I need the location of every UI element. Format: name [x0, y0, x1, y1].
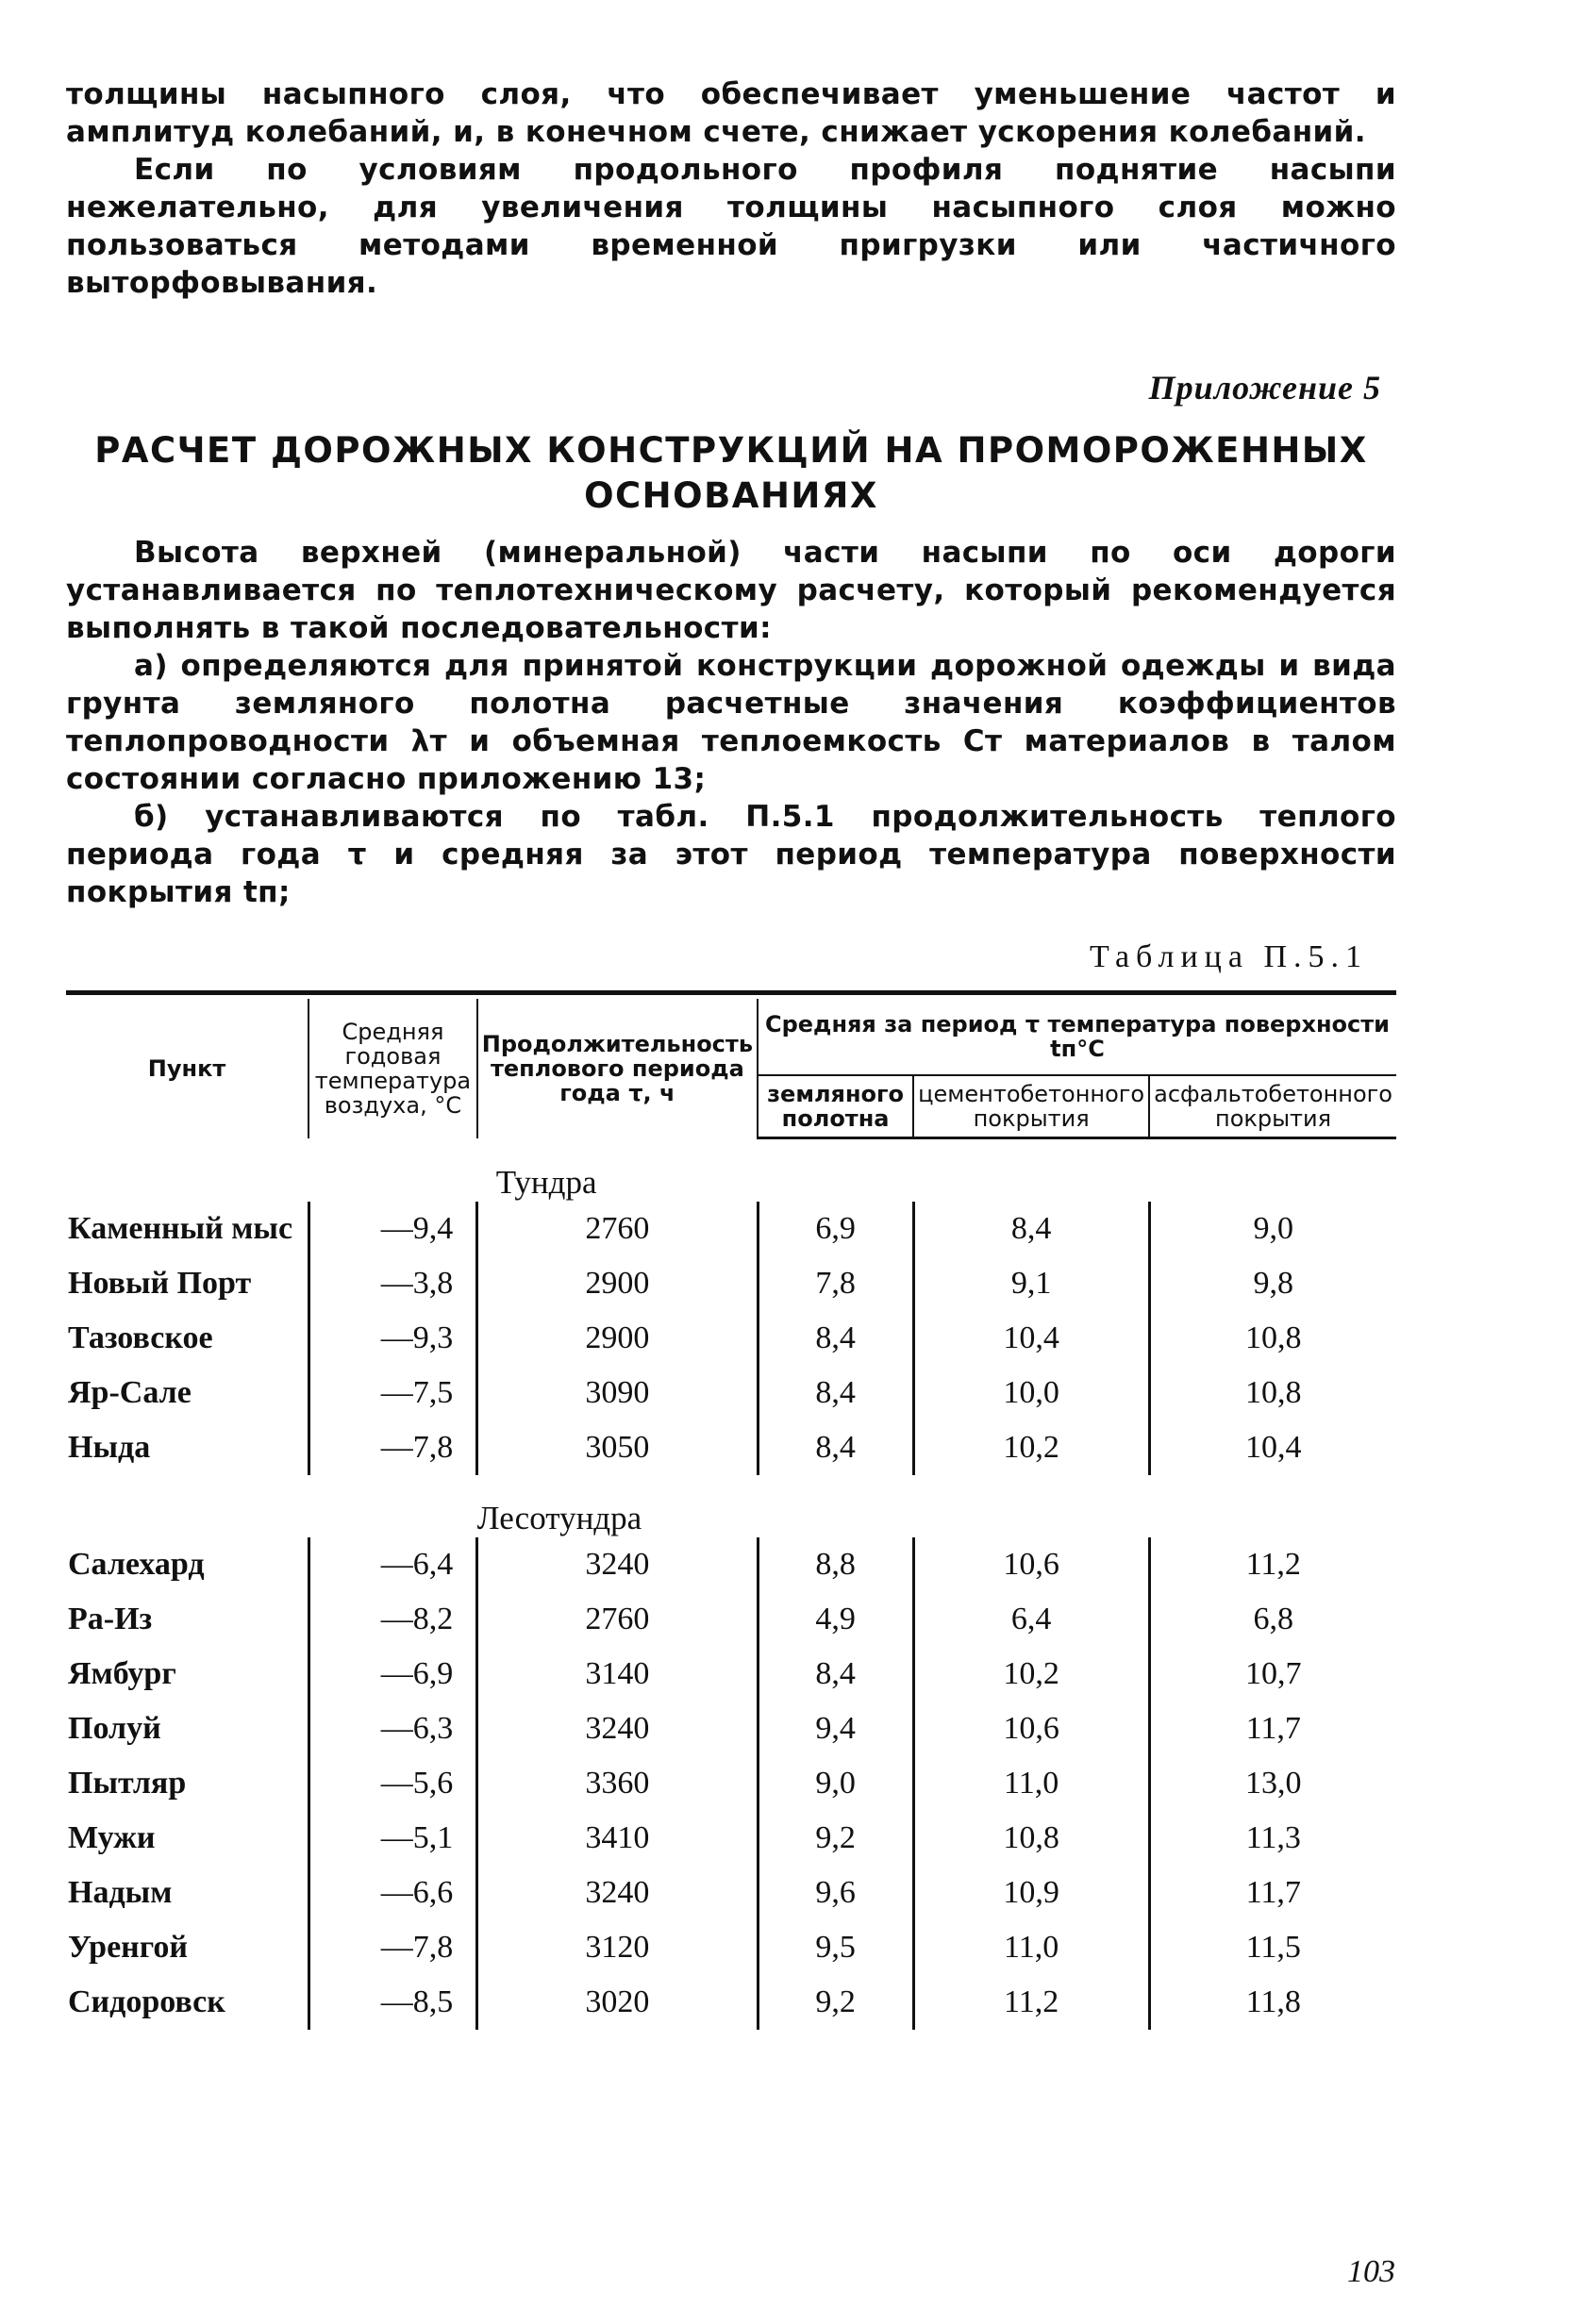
cell-asphalt: 11,7: [1149, 1702, 1396, 1756]
header-point: Пункт: [147, 1054, 226, 1082]
cell-point: Уренгой: [68, 1930, 188, 1965]
cell-asphalt: 10,8: [1149, 1311, 1396, 1366]
cell-asphalt: 11,8: [1149, 1975, 1396, 2030]
cell-asphalt: 11,7: [1149, 1866, 1396, 1920]
cell-duration: 3020: [477, 1975, 758, 2030]
cell-cement: 10,6: [913, 1702, 1149, 1756]
cell-duration: 2900: [477, 1256, 758, 1311]
cell-duration: 3410: [477, 1811, 758, 1866]
cell-point: Новый Порт: [68, 1266, 252, 1301]
cell-cement: 11,2: [913, 1975, 1149, 2030]
cell-point: Сидоровск: [68, 1984, 225, 2019]
cell-duration: 3120: [477, 1920, 758, 1975]
cell-cement: 10,4: [913, 1311, 1149, 1366]
cell-cement: 8,4: [913, 1202, 1149, 1256]
table-row: [66, 1256, 1396, 1311]
cell-asphalt: 13,0: [1149, 1756, 1396, 1811]
cell-duration: 2900: [477, 1311, 758, 1366]
cell-cement: 10,6: [913, 1537, 1149, 1592]
table-row: [66, 1756, 1396, 1811]
header-cement: цементобетонного покрытия: [913, 1075, 1149, 1138]
cell-cement: 10,9: [913, 1866, 1149, 1920]
cell-avg-temp: —8,2: [308, 1592, 477, 1647]
cell-cement: 11,0: [913, 1756, 1149, 1811]
cell-duration: 2760: [477, 1592, 758, 1647]
cell-avg-temp: —6,6: [308, 1866, 477, 1920]
table-row: [66, 1592, 1396, 1647]
cell-duration: 3090: [477, 1366, 758, 1420]
cell-point: Яр-Сале: [68, 1375, 192, 1410]
cell-cement: 10,0: [913, 1366, 1149, 1420]
cell-avg-temp: —7,8: [308, 1920, 477, 1975]
header-duration: Продолжительность теплового периода года τ, ч: [477, 999, 758, 1138]
cell-point: Мужи: [68, 1820, 156, 1855]
cell-earth: 8,4: [758, 1420, 913, 1475]
header-avg-temp: Средняя годовая температура воздуха, °С: [308, 999, 477, 1138]
cell-earth: 7,8: [758, 1256, 913, 1311]
cell-duration: 3140: [477, 1647, 758, 1702]
cell-duration: 3240: [477, 1866, 758, 1920]
cell-avg-temp: —6,3: [308, 1702, 477, 1756]
cell-earth: 9,2: [758, 1811, 913, 1866]
table-row: [66, 1920, 1396, 1975]
appendix-label: Приложение 5: [1148, 369, 1381, 407]
cell-earth: 9,5: [758, 1920, 913, 1975]
cell-cement: 10,2: [913, 1647, 1149, 1702]
cell-point: Салехард: [68, 1547, 205, 1582]
cell-cement: 6,4: [913, 1592, 1149, 1647]
table-row: [66, 1537, 1396, 1592]
table-caption: Таблица П.5.1: [1090, 939, 1368, 974]
cell-asphalt: 9,8: [1149, 1256, 1396, 1311]
table-row: [66, 1202, 1396, 1256]
cell-earth: 8,4: [758, 1366, 913, 1420]
cell-earth: 9,4: [758, 1702, 913, 1756]
cell-earth: 4,9: [758, 1592, 913, 1647]
cell-point: Полуй: [68, 1711, 161, 1746]
cell-point: Каменный мыс: [68, 1211, 293, 1246]
data-table: [66, 990, 1396, 2030]
cell-avg-temp: —5,1: [308, 1811, 477, 1866]
cell-duration: 3050: [477, 1420, 758, 1475]
header-asphalt: асфальтобетонного покрытия: [1149, 1075, 1396, 1138]
cell-asphalt: 10,4: [1149, 1420, 1396, 1475]
cell-avg-temp: —9,3: [308, 1311, 477, 1366]
cell-cement: 10,2: [913, 1420, 1149, 1475]
cell-avg-temp: —6,4: [308, 1537, 477, 1592]
page: [66, 75, 1396, 2030]
cell-cement: 9,1: [913, 1256, 1149, 1311]
zone-name: Тундра: [495, 1164, 597, 1201]
intro-step-b: б) устанавливаются по табл. П.5.1 продолжительность теплого периода года τ и средняя за этот период температура поверхности покрытия tп;: [66, 800, 1396, 909]
cell-duration: 3360: [477, 1756, 758, 1811]
cell-earth: 6,9: [758, 1202, 913, 1256]
table-row: [66, 1420, 1396, 1475]
cell-earth: 8,4: [758, 1647, 913, 1702]
cell-duration: 3240: [477, 1702, 758, 1756]
cell-avg-temp: —9,4: [308, 1202, 477, 1256]
table-row: [66, 1647, 1396, 1702]
zone-name: Лесотундра: [476, 1500, 642, 1536]
cell-avg-temp: —6,9: [308, 1647, 477, 1702]
cell-earth: 9,6: [758, 1866, 913, 1920]
cell-asphalt: 9,0: [1149, 1202, 1396, 1256]
intro-paragraph: Высота верхней (минеральной) части насыпи по оси дороги устанавливается по теплотехническому расчету, который рекомендуется выполнять в такой последовательности:: [66, 536, 1396, 645]
cell-earth: 9,0: [758, 1756, 913, 1811]
header-surface-temp-group: Средняя за период τ температура поверхности tп°С: [758, 999, 1396, 1075]
cell-asphalt: 10,8: [1149, 1366, 1396, 1420]
cell-avg-temp: —8,5: [308, 1975, 477, 2030]
cell-asphalt: 11,2: [1149, 1537, 1396, 1592]
cell-asphalt: 10,7: [1149, 1647, 1396, 1702]
paragraph-continuation: толщины насыпного слоя, что обеспечивает уменьшение частот и амплитуд колебаний, и, в конечном счете, снижает ускорения колебаний.: [66, 77, 1396, 149]
table-row: [66, 1866, 1396, 1920]
cell-earth: 9,2: [758, 1975, 913, 2030]
cell-avg-temp: —3,8: [308, 1256, 477, 1311]
cell-asphalt: 11,5: [1149, 1920, 1396, 1975]
cell-point: Тазовское: [68, 1320, 213, 1355]
cell-point: Ныда: [68, 1430, 151, 1465]
cell-asphalt: 11,3: [1149, 1811, 1396, 1866]
table-row: [66, 1702, 1396, 1756]
cell-duration: 2760: [477, 1202, 758, 1256]
page-number: 103: [1347, 2254, 1395, 2289]
table-row: [66, 1311, 1396, 1366]
cell-asphalt: 6,8: [1149, 1592, 1396, 1647]
cell-point: Надым: [68, 1875, 173, 1910]
cell-earth: 8,4: [758, 1311, 913, 1366]
zone-row: [66, 1475, 1396, 1537]
cell-avg-temp: —5,6: [308, 1756, 477, 1811]
cell-earth: 8,8: [758, 1537, 913, 1592]
table-row: [66, 1975, 1396, 2030]
table-row: [66, 1811, 1396, 1866]
cell-cement: 11,0: [913, 1920, 1149, 1975]
table-row: [66, 1366, 1396, 1420]
zone-row: [66, 1138, 1396, 1203]
cell-duration: 3240: [477, 1537, 758, 1592]
table-body: [66, 1138, 1396, 2031]
intro-step-a: а) определяются для принятой конструкции дорожной одежды и вида грунта земляного полотна расчетные значения коэффициентов теплопроводности λт и объемная теплоемкость Cт материалов в талом состоянии согласно приложению 13;: [66, 649, 1396, 796]
cell-avg-temp: —7,8: [308, 1420, 477, 1475]
paragraph-embankment: Если по условиям продольного профиля поднятие насыпи нежелательно, для увеличения толщины насыпного слоя можно пользоваться методами временной пригрузки или частичного выторфовывания.: [66, 153, 1396, 300]
cell-cement: 10,8: [913, 1811, 1149, 1866]
cell-point: Ямбург: [68, 1656, 176, 1691]
cell-point: Пытляр: [68, 1766, 187, 1801]
section-title: РАСЧЕТ ДОРОЖНЫХ КОНСТРУКЦИЙ НА ПРОМОРОЖЕННЫХ ОСНОВАНИЯХ: [94, 430, 1368, 516]
cell-point: Ра-Из: [68, 1602, 153, 1636]
cell-avg-temp: —7,5: [308, 1366, 477, 1420]
header-earth: земляного полотна: [758, 1075, 913, 1138]
